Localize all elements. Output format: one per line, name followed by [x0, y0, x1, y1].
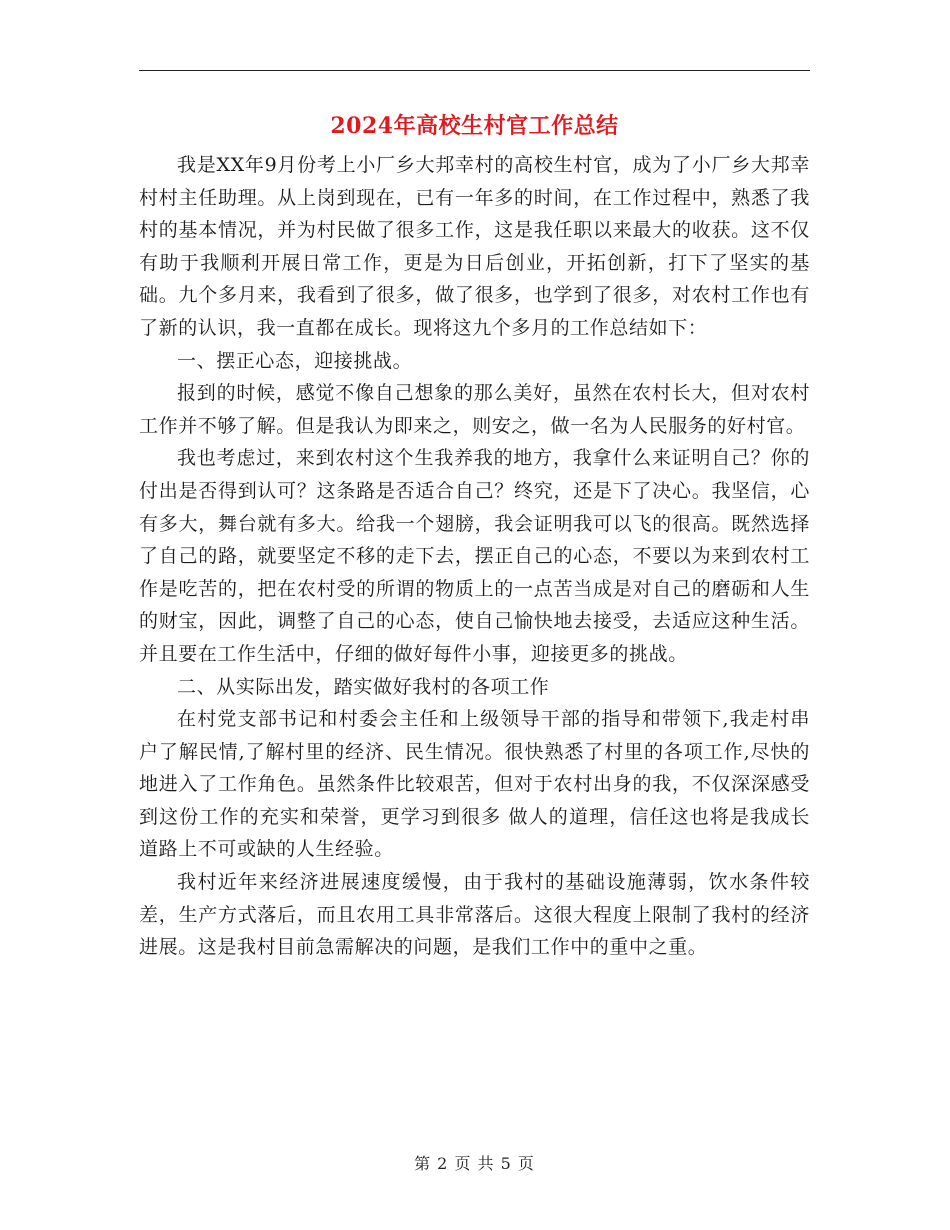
paragraph-economy: 我村近年来经济进展速度缓慢，由于我村的基础设施薄弱，饮水条件较差，生产方式落后，而且农用工具非常落后。这很大程度上限制了我村的经济进展。这是我村目前急需解决的问题，是我们工作中的重中之重。 [139, 871, 810, 959]
document-title: 2024年高校生村官工作总结 [330, 113, 619, 139]
document-body [139, 149, 810, 964]
paragraph-resolve: 我也考虑过，来到农村这个生我养我的地方，我拿什么来证明自己？你的付出是否得到认可？这条路是否适合自己？终究，还是下了决心。我坚信，心有多大，舞台就有多大。给我一个翅膀，我会证明我可以飞的很高。既然选择了自己的路，就要坚定不移的走下去，摆正自己的心态，不要以为来到农村工作是吃苦的，把在农村受的所谓的物质上的一点苦当成是对自己的磨砺和人生的财宝，因此，调整了自己的心态，使自己愉快地去接受，去适应这种生活。并且要在工作生活中，仔细的做好每件小事，迎接更多的挑战。 [139, 447, 810, 665]
paragraph-village-work: 在村党支部书记和村委会主任和上级领导干部的指导和带领下,我走村串户了解民情,了解村里的经济、民生情况。很快熟悉了村里的各项工作,尽快的地进入了工作角色。虽然条件比较艰苦，但对于农村出身的我，不仅深深感受到这份工作的充实和荣誉，更学习到很多 做人的道理，信任这也将是我成长道路上不可或缺的人生经验。 [139, 708, 810, 861]
section-heading-1: 一、摆正心态，迎接挑战。 [177, 349, 413, 372]
paragraph-report-day: 报到的时候，感觉不像自己想象的那么美好，虽然在农村长大，但对农村工作并不够了解。但是我认为即来之，则安之，做一名为人民服务的好村官。 [139, 382, 810, 437]
header-rule [139, 70, 810, 71]
page-number: 第 2 页 共 5 页 [414, 1154, 535, 1173]
section-heading-2: 二、从实际出发，踏实做好我村的各项工作 [177, 675, 550, 698]
paragraph-intro: 我是XX年9月份考上小厂乡大邦幸村的高校生村官，成为了小厂乡大邦幸村村主任助理。从上岗到现在，已有一年多的时间，在工作过程中，熟悉了我村的基本情况，并为村民做了很多工作，这是我任职以来最大的收获。这不仅有助于我顺利开展日常工作，更是为日后创业，开拓创新，打下了坚实的基础。九个多月来，我看到了很多，做了很多，也学到了很多，对农村工作也有了新的认识，我一直都在成长。现将这九个多月的工作总结如下： [139, 154, 810, 339]
